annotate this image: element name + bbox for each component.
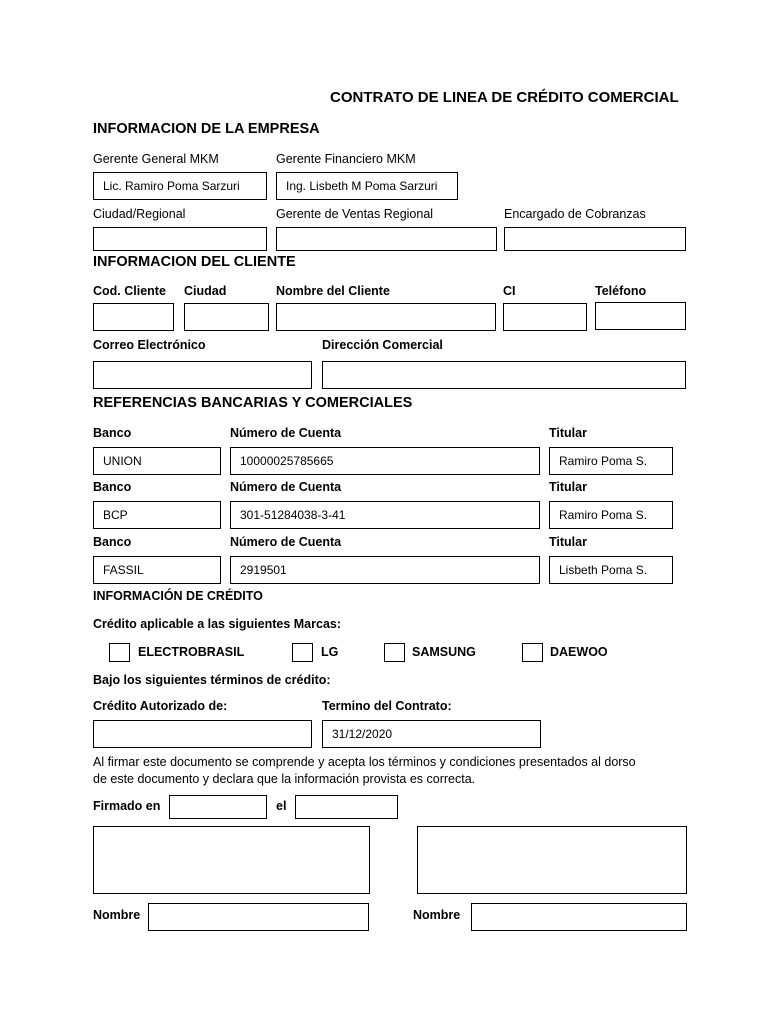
ciudad-regional-label: Ciudad/Regional bbox=[93, 207, 186, 221]
correo-label: Correo Electrónico bbox=[93, 338, 206, 352]
terminos-label: Bajo los siguientes términos de crédito: bbox=[93, 673, 331, 687]
direccion-label: Dirección Comercial bbox=[322, 338, 443, 352]
signature-box-right[interactable] bbox=[417, 826, 687, 894]
nombre-cliente-field[interactable] bbox=[276, 303, 496, 331]
section-heading-empresa: INFORMACION DE LA EMPRESA bbox=[93, 121, 320, 137]
firmado-en-field[interactable] bbox=[169, 795, 267, 819]
titular-field[interactable]: Ramiro Poma S. bbox=[549, 501, 673, 529]
gerente-financiero-field[interactable]: Ing. Lisbeth M Poma Sarzuri bbox=[276, 172, 458, 200]
checkbox-electrobrasil[interactable] bbox=[109, 643, 130, 662]
ciudad-label: Ciudad bbox=[184, 284, 227, 298]
cod-cliente-label: Cod. Cliente bbox=[93, 284, 166, 298]
checkbox-daewoo[interactable] bbox=[522, 643, 543, 662]
ciudad-regional-field[interactable] bbox=[93, 227, 267, 251]
banco-field[interactable]: FASSIL bbox=[93, 556, 221, 584]
titular-field[interactable]: Ramiro Poma S. bbox=[549, 447, 673, 475]
termino-contrato-field[interactable]: 31/12/2020 bbox=[322, 720, 541, 748]
banco-label: Banco bbox=[93, 480, 132, 494]
declaracion-line-1: Al firmar este documento se comprende y acepta los términos y condiciones presentados al dorso bbox=[93, 755, 636, 769]
fecha-firma-field[interactable] bbox=[295, 795, 398, 819]
numero-cuenta-label: Número de Cuenta bbox=[230, 535, 342, 549]
el-label: el bbox=[276, 799, 287, 813]
nombre-cliente-label: Nombre del Cliente bbox=[276, 284, 390, 298]
encargado-cobranzas-field[interactable] bbox=[504, 227, 686, 251]
banco-field[interactable]: UNION bbox=[93, 447, 221, 475]
nombre-label-right: Nombre bbox=[413, 908, 461, 922]
checkbox-samsung[interactable] bbox=[384, 643, 405, 662]
telefono-label: Teléfono bbox=[595, 284, 647, 298]
declaracion-line-2: de este documento y declara que la información provista es correcta. bbox=[93, 772, 476, 786]
credito-autorizado-field[interactable] bbox=[93, 720, 312, 748]
checkbox-lg[interactable] bbox=[292, 643, 313, 662]
nombre-field-right[interactable] bbox=[471, 903, 687, 931]
correo-field[interactable] bbox=[93, 361, 312, 389]
gerente-general-field[interactable]: Lic. Ramiro Poma Sarzuri bbox=[93, 172, 267, 200]
gerente-ventas-field[interactable] bbox=[276, 227, 497, 251]
signature-box-left[interactable] bbox=[93, 826, 370, 894]
cod-cliente-field[interactable] bbox=[93, 303, 174, 331]
termino-contrato-label: Termino del Contrato: bbox=[322, 699, 452, 713]
marcas-label: Crédito aplicable a las siguientes Marcas: bbox=[93, 617, 342, 631]
gerente-financiero-label: Gerente Financiero MKM bbox=[276, 152, 416, 166]
banco-label: Banco bbox=[93, 535, 132, 549]
marca-samsung-label: SAMSUNG bbox=[412, 645, 476, 659]
gerente-general-label: Gerente General MKM bbox=[93, 152, 219, 166]
nombre-label-left: Nombre bbox=[93, 908, 141, 922]
marca-daewoo-label: DAEWOO bbox=[550, 645, 608, 659]
firmado-en-label: Firmado en bbox=[93, 799, 161, 813]
telefono-field[interactable] bbox=[595, 302, 686, 330]
ci-label: CI bbox=[503, 284, 516, 298]
banco-field[interactable]: BCP bbox=[93, 501, 221, 529]
numero-cuenta-field[interactable]: 2919501 bbox=[230, 556, 540, 584]
marca-electrobrasil-label: ELECTROBRASIL bbox=[138, 645, 245, 659]
titular-field[interactable]: Lisbeth Poma S. bbox=[549, 556, 673, 584]
document-title: CONTRATO DE LINEA DE CRÉDITO COMERCIAL bbox=[330, 89, 679, 106]
declaracion-text bbox=[93, 754, 693, 788]
marca-lg-label: LG bbox=[321, 645, 339, 659]
credito-autorizado-label: Crédito Autorizado de: bbox=[93, 699, 228, 713]
numero-cuenta-label: Número de Cuenta bbox=[230, 426, 342, 440]
numero-cuenta-field[interactable]: 301-51284038-3-41 bbox=[230, 501, 540, 529]
banco-label: Banco bbox=[93, 426, 132, 440]
numero-cuenta-label: Número de Cuenta bbox=[230, 480, 342, 494]
ciudad-field[interactable] bbox=[184, 303, 269, 331]
nombre-field-left[interactable] bbox=[148, 903, 369, 931]
gerente-ventas-label: Gerente de Ventas Regional bbox=[276, 207, 434, 221]
encargado-cobranzas-label: Encargado de Cobranzas bbox=[504, 207, 646, 221]
section-heading-referencias: REFERENCIAS BANCARIAS Y COMERCIALES bbox=[93, 395, 413, 411]
titular-label: Titular bbox=[549, 480, 587, 494]
section-heading-credito: INFORMACIÓN DE CRÉDITO bbox=[93, 589, 263, 603]
titular-label: Titular bbox=[549, 535, 587, 549]
ci-field[interactable] bbox=[503, 303, 587, 331]
titular-label: Titular bbox=[549, 426, 587, 440]
numero-cuenta-field[interactable]: 10000025785665 bbox=[230, 447, 540, 475]
direccion-field[interactable] bbox=[322, 361, 686, 389]
section-heading-cliente: INFORMACION DEL CLIENTE bbox=[93, 254, 296, 270]
